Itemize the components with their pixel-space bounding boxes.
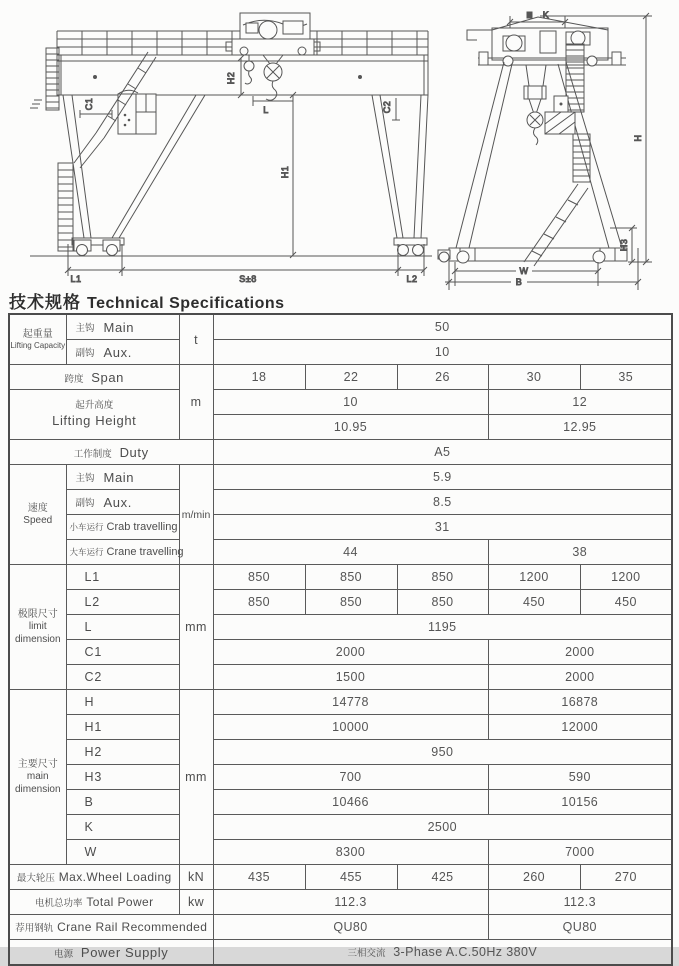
limit-dimension-label: 极限尺寸 limit dimension	[9, 565, 66, 690]
lifting-height-label: 起升高度 Lifting Height	[9, 390, 179, 440]
row-h	[9, 690, 672, 715]
crane-rail-value-a: QU80	[213, 915, 488, 940]
row-h1	[9, 715, 672, 740]
b-value-a: 10466	[213, 790, 488, 815]
section-title-en: Technical Specifications	[87, 295, 285, 312]
h1-value-a: 10000	[213, 715, 488, 740]
row-lifting-capacity-main	[9, 314, 672, 340]
power-supply-value: 三相交流 3-Phase A.C.50Hz 380V	[213, 940, 672, 966]
mwl-value-3: 425	[397, 865, 488, 890]
dim-label-span: S±8	[239, 274, 257, 284]
dim-c2	[382, 98, 400, 120]
row-total-power	[9, 890, 672, 915]
w-value-a: 8300	[213, 840, 488, 865]
dim-h1	[280, 92, 296, 258]
span-height-unit: m	[179, 365, 213, 440]
h2-label: H2	[66, 740, 179, 765]
c1-value-b: 2000	[488, 640, 672, 665]
duty-value: A5	[213, 440, 672, 465]
crane-rail-label: 荐用钢轨 Crane Rail Recommended	[9, 915, 213, 940]
front-view-drawing	[30, 13, 432, 284]
technical-specifications-table	[8, 313, 673, 966]
total-power-value-b: 112.3	[488, 890, 672, 915]
crane-drawings	[0, 0, 679, 292]
total-power-unit: kw	[179, 890, 213, 915]
dim-label-b: B	[515, 277, 523, 287]
speed-aux-value: 8.5	[213, 490, 672, 515]
row-b	[9, 790, 672, 815]
row-w	[9, 840, 672, 865]
h-value-a: 14778	[213, 690, 488, 715]
dim-label-w: W	[519, 266, 529, 276]
lifting-capacity-unit: t	[179, 314, 213, 365]
row-l	[9, 615, 672, 640]
span-value-35: 35	[580, 365, 672, 390]
row-max-wheel-loading	[9, 865, 672, 890]
speed-label: 速度 Speed	[9, 465, 66, 565]
h3-value-b: 590	[488, 765, 672, 790]
operator-cab	[118, 90, 156, 134]
c2-label: C2	[66, 665, 179, 690]
h-label: H	[66, 690, 179, 715]
total-power-value-a: 112.3	[213, 890, 488, 915]
c2-value-b: 2000	[488, 665, 672, 690]
l1-value-4: 1200	[488, 565, 580, 590]
section-title	[9, 288, 285, 313]
row-c2	[9, 665, 672, 690]
crane-drawing-svg	[0, 0, 679, 292]
c1-label: C1	[66, 640, 179, 665]
side-hoist-hook	[524, 65, 546, 145]
mwl-value-2: 455	[305, 865, 397, 890]
dim-label-l2: L2	[406, 274, 418, 284]
row-l2	[9, 590, 672, 615]
lifting-capacity-label-zh: 起重量	[22, 328, 53, 340]
h3-label: H3	[66, 765, 179, 790]
lifting-height-value-c: 10.95	[213, 415, 488, 440]
main-dimension-unit: mm	[179, 690, 213, 865]
w-value-b: 7000	[488, 840, 672, 865]
l1-value-3: 850	[397, 565, 488, 590]
row-lifting-capacity-aux	[9, 340, 672, 365]
speed-main-label: 主钩 Main	[66, 465, 179, 490]
dim-k	[507, 10, 568, 28]
speed-main-value: 5.9	[213, 465, 672, 490]
trolley-crab	[226, 13, 320, 55]
dim-h	[540, 13, 652, 265]
dim-label-c1: C1	[84, 97, 94, 111]
row-crane-rail	[9, 915, 672, 940]
main-capacity-value: 50	[213, 314, 672, 340]
dim-label-l1: L1	[70, 274, 82, 284]
mwl-value-5: 270	[580, 865, 672, 890]
side-ladders-platforms	[524, 44, 590, 266]
l1-value-1: 850	[213, 565, 305, 590]
w-label: W	[66, 840, 179, 865]
row-h3	[9, 765, 672, 790]
limit-dimension-unit: mm	[179, 565, 213, 690]
h1-value-b: 12000	[488, 715, 672, 740]
mwl-value-4: 260	[488, 865, 580, 890]
main-girder	[57, 55, 428, 95]
speed-crane-value-b: 38	[488, 540, 672, 565]
speed-crane-label: 大车运行 Crane travelling	[66, 540, 179, 565]
row-h2	[9, 740, 672, 765]
section-title-zh: 技术规格	[9, 293, 81, 312]
max-wheel-loading-label: 最大轮压 Max.Wheel Loading	[9, 865, 179, 890]
lifting-height-value-d: 12.95	[488, 415, 672, 440]
power-supply-label: 电源 Power Supply	[9, 940, 213, 966]
dim-label-h: H	[633, 134, 643, 142]
span-value-26: 26	[397, 365, 488, 390]
l-value: 1195	[213, 615, 672, 640]
span-value-22: 22	[305, 365, 397, 390]
dim-label-c2: C2	[382, 100, 392, 114]
lifting-height-value-b: 12	[488, 390, 672, 415]
speed-crab-value: 31	[213, 515, 672, 540]
speed-aux-label: 副钩 Aux.	[66, 490, 179, 515]
row-speed-main	[9, 465, 672, 490]
c2-value-a: 1500	[213, 665, 488, 690]
l2-value-1: 850	[213, 590, 305, 615]
c1-value-a: 2000	[213, 640, 488, 665]
l1-value-2: 850	[305, 565, 397, 590]
lifting-height-value-a: 10	[213, 390, 488, 415]
l1-value-5: 1200	[580, 565, 672, 590]
dim-label-k: K	[542, 10, 550, 20]
row-span	[9, 365, 672, 390]
row-lifting-height-1	[9, 390, 672, 415]
l2-value-3: 850	[397, 590, 488, 615]
row-c1	[9, 640, 672, 665]
main-dimension-label: 主要尺寸 main dimension	[9, 690, 66, 865]
mwl-value-1: 435	[213, 865, 305, 890]
b-label: B	[66, 790, 179, 815]
b-value-b: 10156	[488, 790, 672, 815]
right-leg	[372, 95, 428, 256]
hook-blocks	[244, 55, 283, 100]
l2-label: L2	[66, 590, 179, 615]
speed-crane-value-a: 44	[213, 540, 488, 565]
row-power-supply	[9, 940, 672, 966]
l1-label: L1	[66, 565, 179, 590]
max-wheel-loading-unit: kN	[179, 865, 213, 890]
span-label: 跨度 Span	[9, 365, 179, 390]
l-label: L	[66, 615, 179, 640]
lifting-capacity-label-en: Lifting Capacity	[10, 340, 66, 350]
span-value-30: 30	[488, 365, 580, 390]
row-l1	[9, 565, 672, 590]
total-power-label: 电机总功率 Total Power	[9, 890, 179, 915]
lifting-capacity-label	[9, 314, 66, 365]
main-hook-label: 主钩 Main	[66, 314, 179, 340]
dim-label-h1: H1	[280, 165, 290, 179]
l2-value-2: 850	[305, 590, 397, 615]
side-trolley-machinery	[467, 17, 626, 66]
speed-crab-label: 小车运行 Crab travelling	[66, 515, 179, 540]
l2-value-4: 450	[488, 590, 580, 615]
h-value-b: 16878	[488, 690, 672, 715]
left-ladder-top	[30, 48, 59, 110]
aux-capacity-value: 10	[213, 340, 672, 365]
row-speed-aux	[9, 490, 672, 515]
k-value: 2500	[213, 815, 672, 840]
h3-value-a: 700	[213, 765, 488, 790]
row-speed-crane	[9, 540, 672, 565]
h2-value: 950	[213, 740, 672, 765]
crane-rail-value-b: QU80	[488, 915, 672, 940]
dim-label-h2: H2	[226, 71, 236, 85]
dim-l	[253, 96, 293, 115]
duty-label: 工作制度 Duty	[9, 440, 213, 465]
k-label: K	[66, 815, 179, 840]
row-k	[9, 815, 672, 840]
row-speed-crab	[9, 515, 672, 540]
dim-label-l: L	[263, 105, 269, 115]
span-value-18: 18	[213, 365, 305, 390]
dim-label-h3: H3	[619, 238, 629, 252]
h1-label: H1	[66, 715, 179, 740]
left-ladder-bottom	[58, 163, 73, 251]
aux-hook-label: 副钩 Aux.	[66, 340, 179, 365]
speed-unit: m/min	[179, 465, 213, 565]
l2-value-5: 450	[580, 590, 672, 615]
row-duty	[9, 440, 672, 465]
side-view-drawing	[438, 10, 652, 290]
